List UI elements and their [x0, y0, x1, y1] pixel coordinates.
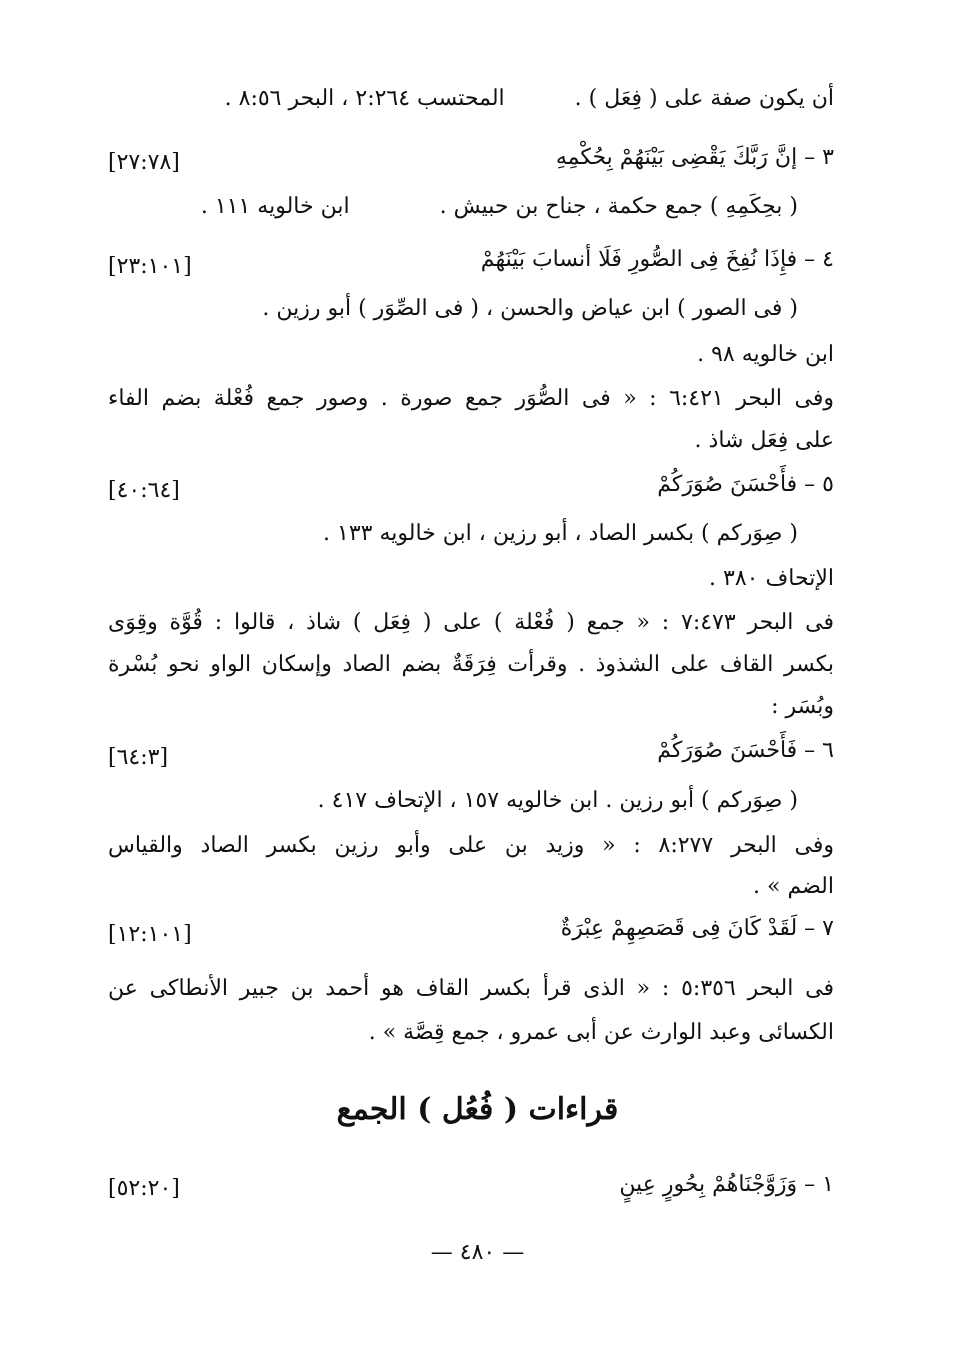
line-source: المحتسب ٢:٢٦٤ ، البحر ٨:٥٦ . — [224, 86, 505, 111]
verse-line: ٦ – فَأَحْسَنَ صُوَرَكُمْ — [657, 738, 834, 763]
section-heading: قراءات ( فُعُل ) الجمع — [336, 1092, 619, 1127]
text-line: بكسر القاف على الشذوذ . وقرأت فِرَقَةٌ بضم الصاد وإسكان الواو نحو بُسْرة — [108, 652, 834, 677]
text-line: الكسائى وعبد الوارث عن أبى عمرو ، جمع قِصَّة » . — [368, 1020, 834, 1045]
verse-reference: [٢٧:٧٨] — [108, 150, 180, 175]
verse-reference: [٦٤:٣] — [108, 745, 169, 770]
text-line: ( فى الصور ) ابن عياض والحسن ، ( فى الصِّوَر ) أبو رزين . — [262, 296, 798, 321]
text-line: وفى البحر ٨:٢٧٧ : « وزيد بن على وأبو رزين بكسر الصاد والقياس — [108, 833, 834, 858]
text-line: وبُسَر : — [771, 694, 834, 719]
line-main: أن يكون صفة على ( فِعَل ) . — [574, 86, 834, 111]
text-line: ( صِوَركم ) بكسر الصاد ، أبو رزين ، ابن خالويه ١٣٣ . — [323, 521, 798, 546]
verse-reference: [٥٢:٢٠] — [108, 1176, 180, 1201]
text-line: على فِعَل شاذ . — [694, 428, 834, 453]
verse-line: ١ – وَزَوَّجْنَاهُمْ بِحُورٍ عِينٍ — [619, 1172, 834, 1197]
verse-reference: [٤٠:٦٤] — [108, 478, 180, 503]
line-main: ( بحِكَمِهِ ) جمع حكمة ، جناح بن حبيش . — [439, 194, 798, 219]
verse-reference: [٢٣:١٠١] — [108, 254, 192, 279]
verse-line: ٥ – فأَحْسَنَ صُوَرَكُمْ — [657, 472, 834, 497]
text-line: الإتحاف ٣٨٠ . — [709, 566, 834, 591]
verse-line: ٧ – لَقَدْ كَانَ فِى قَصَصِهِمْ عِبْرَةٌ — [560, 916, 834, 941]
line-source: ابن خالويه ١١١ . — [200, 194, 350, 219]
verse-line: ٣ – إنَّ رَبَّكَ يَقْضِى بَيْنَهُمْ بِحُكْمِهِ — [555, 145, 834, 170]
text-line: فى البحر ٥:٣٥٦ : « الذى قرأ بكسر القاف هو أحمد بن جبير الأنطاكى عن — [108, 976, 834, 1001]
text-line: ( صِوَركم ) أبو رزين . ابن خالويه ١٥٧ ، الإتحاف ٤١٧ . — [317, 788, 798, 813]
page-number: — ٤٨٠ — — [430, 1240, 525, 1265]
text-line — [108, 190, 798, 224]
verse-reference: [١٢:١٠١] — [108, 922, 192, 947]
text-line: وفى البحر ٦:٤٢١ : « فى الصُّوَر جمع صورة . وصور جمع فُعْلة بضم الفاء — [108, 386, 834, 411]
verse-line: ٤ – فإِذَا نُفِخَ فِى الصُّورِ فَلَا أنسابَ بَيْنَهُمْ — [480, 247, 834, 272]
text-line: الضم » . — [753, 874, 834, 899]
text-line — [108, 82, 834, 116]
text-line: ابن خالويه ٩٨ . — [697, 342, 834, 367]
text-line: فى البحر ٧:٤٧٣ : « جمع ( فُعْلة ) على ( فِعَل ) شاذ ، قالوا : قُوَّة وقِوَى — [108, 610, 834, 635]
